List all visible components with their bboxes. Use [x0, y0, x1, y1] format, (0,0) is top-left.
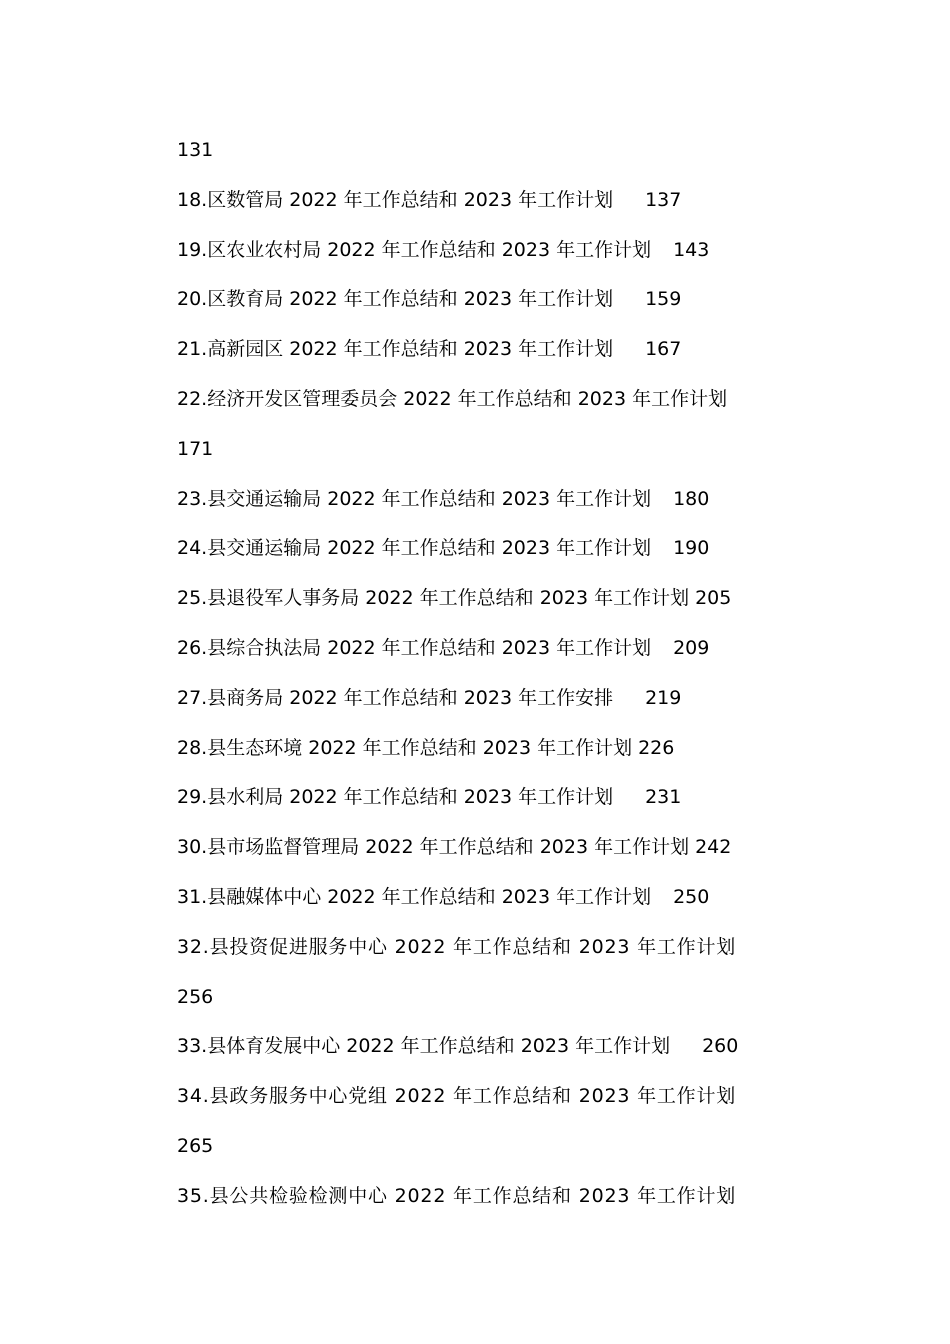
toc-page-number: 167 — [645, 338, 682, 361]
toc-page-number: 143 — [673, 238, 710, 261]
toc-entry[interactable] — [177, 1179, 817, 1229]
toc-line — [177, 980, 817, 1030]
toc-entry[interactable] — [177, 780, 817, 830]
toc-entry[interactable] — [177, 830, 817, 880]
toc-page-number: 226 — [638, 736, 675, 759]
toc-entry[interactable] — [177, 382, 817, 432]
toc-entry[interactable] — [177, 282, 817, 332]
toc-entry[interactable] — [177, 731, 817, 781]
toc-page-number: 209 — [673, 636, 710, 659]
toc-page-number: 190 — [673, 537, 710, 560]
toc-entry[interactable] — [177, 930, 817, 980]
toc-entry-title: 21.高新园区 2022 年工作总结和 2023 年工作计划 — [177, 338, 614, 361]
toc-entry-title: 31.县融媒体中心 2022 年工作总结和 2023 年工作计划 — [177, 885, 652, 908]
toc-entry-title: 19.区农业农村局 2022 年工作总结和 2023 年工作计划 — [177, 238, 652, 261]
toc-entry-title: 27.县商务局 2022 年工作总结和 2023 年工作安排 — [177, 686, 614, 709]
toc-page-number: 171 — [177, 437, 214, 460]
toc-entry-title: 33.县体育发展中心 2022 年工作总结和 2023 年工作计划 — [177, 1035, 671, 1058]
toc-line — [177, 432, 817, 482]
toc-entry-title: 29.县水利局 2022 年工作总结和 2023 年工作计划 — [177, 786, 614, 809]
toc-entry-title: 32.县投资促进服务中心 2022 年工作总结和 2023 年工作计划 — [177, 935, 737, 958]
toc-line — [177, 1129, 817, 1179]
toc-page-number: 137 — [645, 188, 682, 211]
toc-entry-title: 18.区数管局 2022 年工作总结和 2023 年工作计划 — [177, 188, 614, 211]
toc-entry[interactable] — [177, 681, 817, 731]
toc-page-number: 205 — [695, 587, 732, 610]
toc-page-number: 250 — [673, 885, 710, 908]
toc-page-number: 265 — [177, 1134, 214, 1157]
toc-entry[interactable] — [177, 1029, 817, 1079]
toc-page-number: 256 — [177, 985, 214, 1008]
toc-entry[interactable] — [177, 1079, 817, 1129]
toc-entry[interactable] — [177, 581, 817, 631]
toc-entry-title: 22.经济开发区管理委员会 2022 年工作总结和 2023 年工作计划 — [177, 387, 728, 410]
table-of-contents — [177, 133, 817, 1229]
toc-entry[interactable] — [177, 233, 817, 283]
toc-line — [177, 133, 817, 183]
toc-entry-title: 24.县交通运输局 2022 年工作总结和 2023 年工作计划 — [177, 537, 652, 560]
toc-entry-title: 23.县交通运输局 2022 年工作总结和 2023 年工作计划 — [177, 487, 652, 510]
toc-page-number: 219 — [645, 686, 682, 709]
toc-entry-title: 26.县综合执法局 2022 年工作总结和 2023 年工作计划 — [177, 636, 652, 659]
toc-entry[interactable] — [177, 332, 817, 382]
toc-entry[interactable] — [177, 482, 817, 532]
toc-page-number: 242 — [695, 836, 732, 859]
toc-entry-title: 30.县市场监督管理局 2022 年工作总结和 2023 年工作计划 — [177, 836, 690, 859]
toc-page-number: 159 — [645, 288, 682, 311]
toc-entry-title: 34.县政务服务中心党组 2022 年工作总结和 2023 年工作计划 — [177, 1085, 737, 1108]
toc-entry[interactable] — [177, 631, 817, 681]
toc-page-number: 231 — [645, 786, 682, 809]
toc-page-number: 131 — [177, 139, 214, 161]
toc-page-number: 180 — [673, 487, 710, 510]
toc-entry[interactable] — [177, 531, 817, 581]
toc-entry-title: 35.县公共检验检测中心 2022 年工作总结和 2023 年工作计划 — [177, 1184, 737, 1207]
toc-entry-title: 28.县生态环境 2022 年工作总结和 2023 年工作计划 — [177, 736, 633, 759]
toc-entry-title: 25.县退役军人事务局 2022 年工作总结和 2023 年工作计划 — [177, 587, 690, 610]
toc-entry[interactable] — [177, 183, 817, 233]
toc-entry-title: 20.区教育局 2022 年工作总结和 2023 年工作计划 — [177, 288, 614, 311]
toc-entry[interactable] — [177, 880, 817, 930]
toc-page-number: 260 — [702, 1035, 739, 1058]
